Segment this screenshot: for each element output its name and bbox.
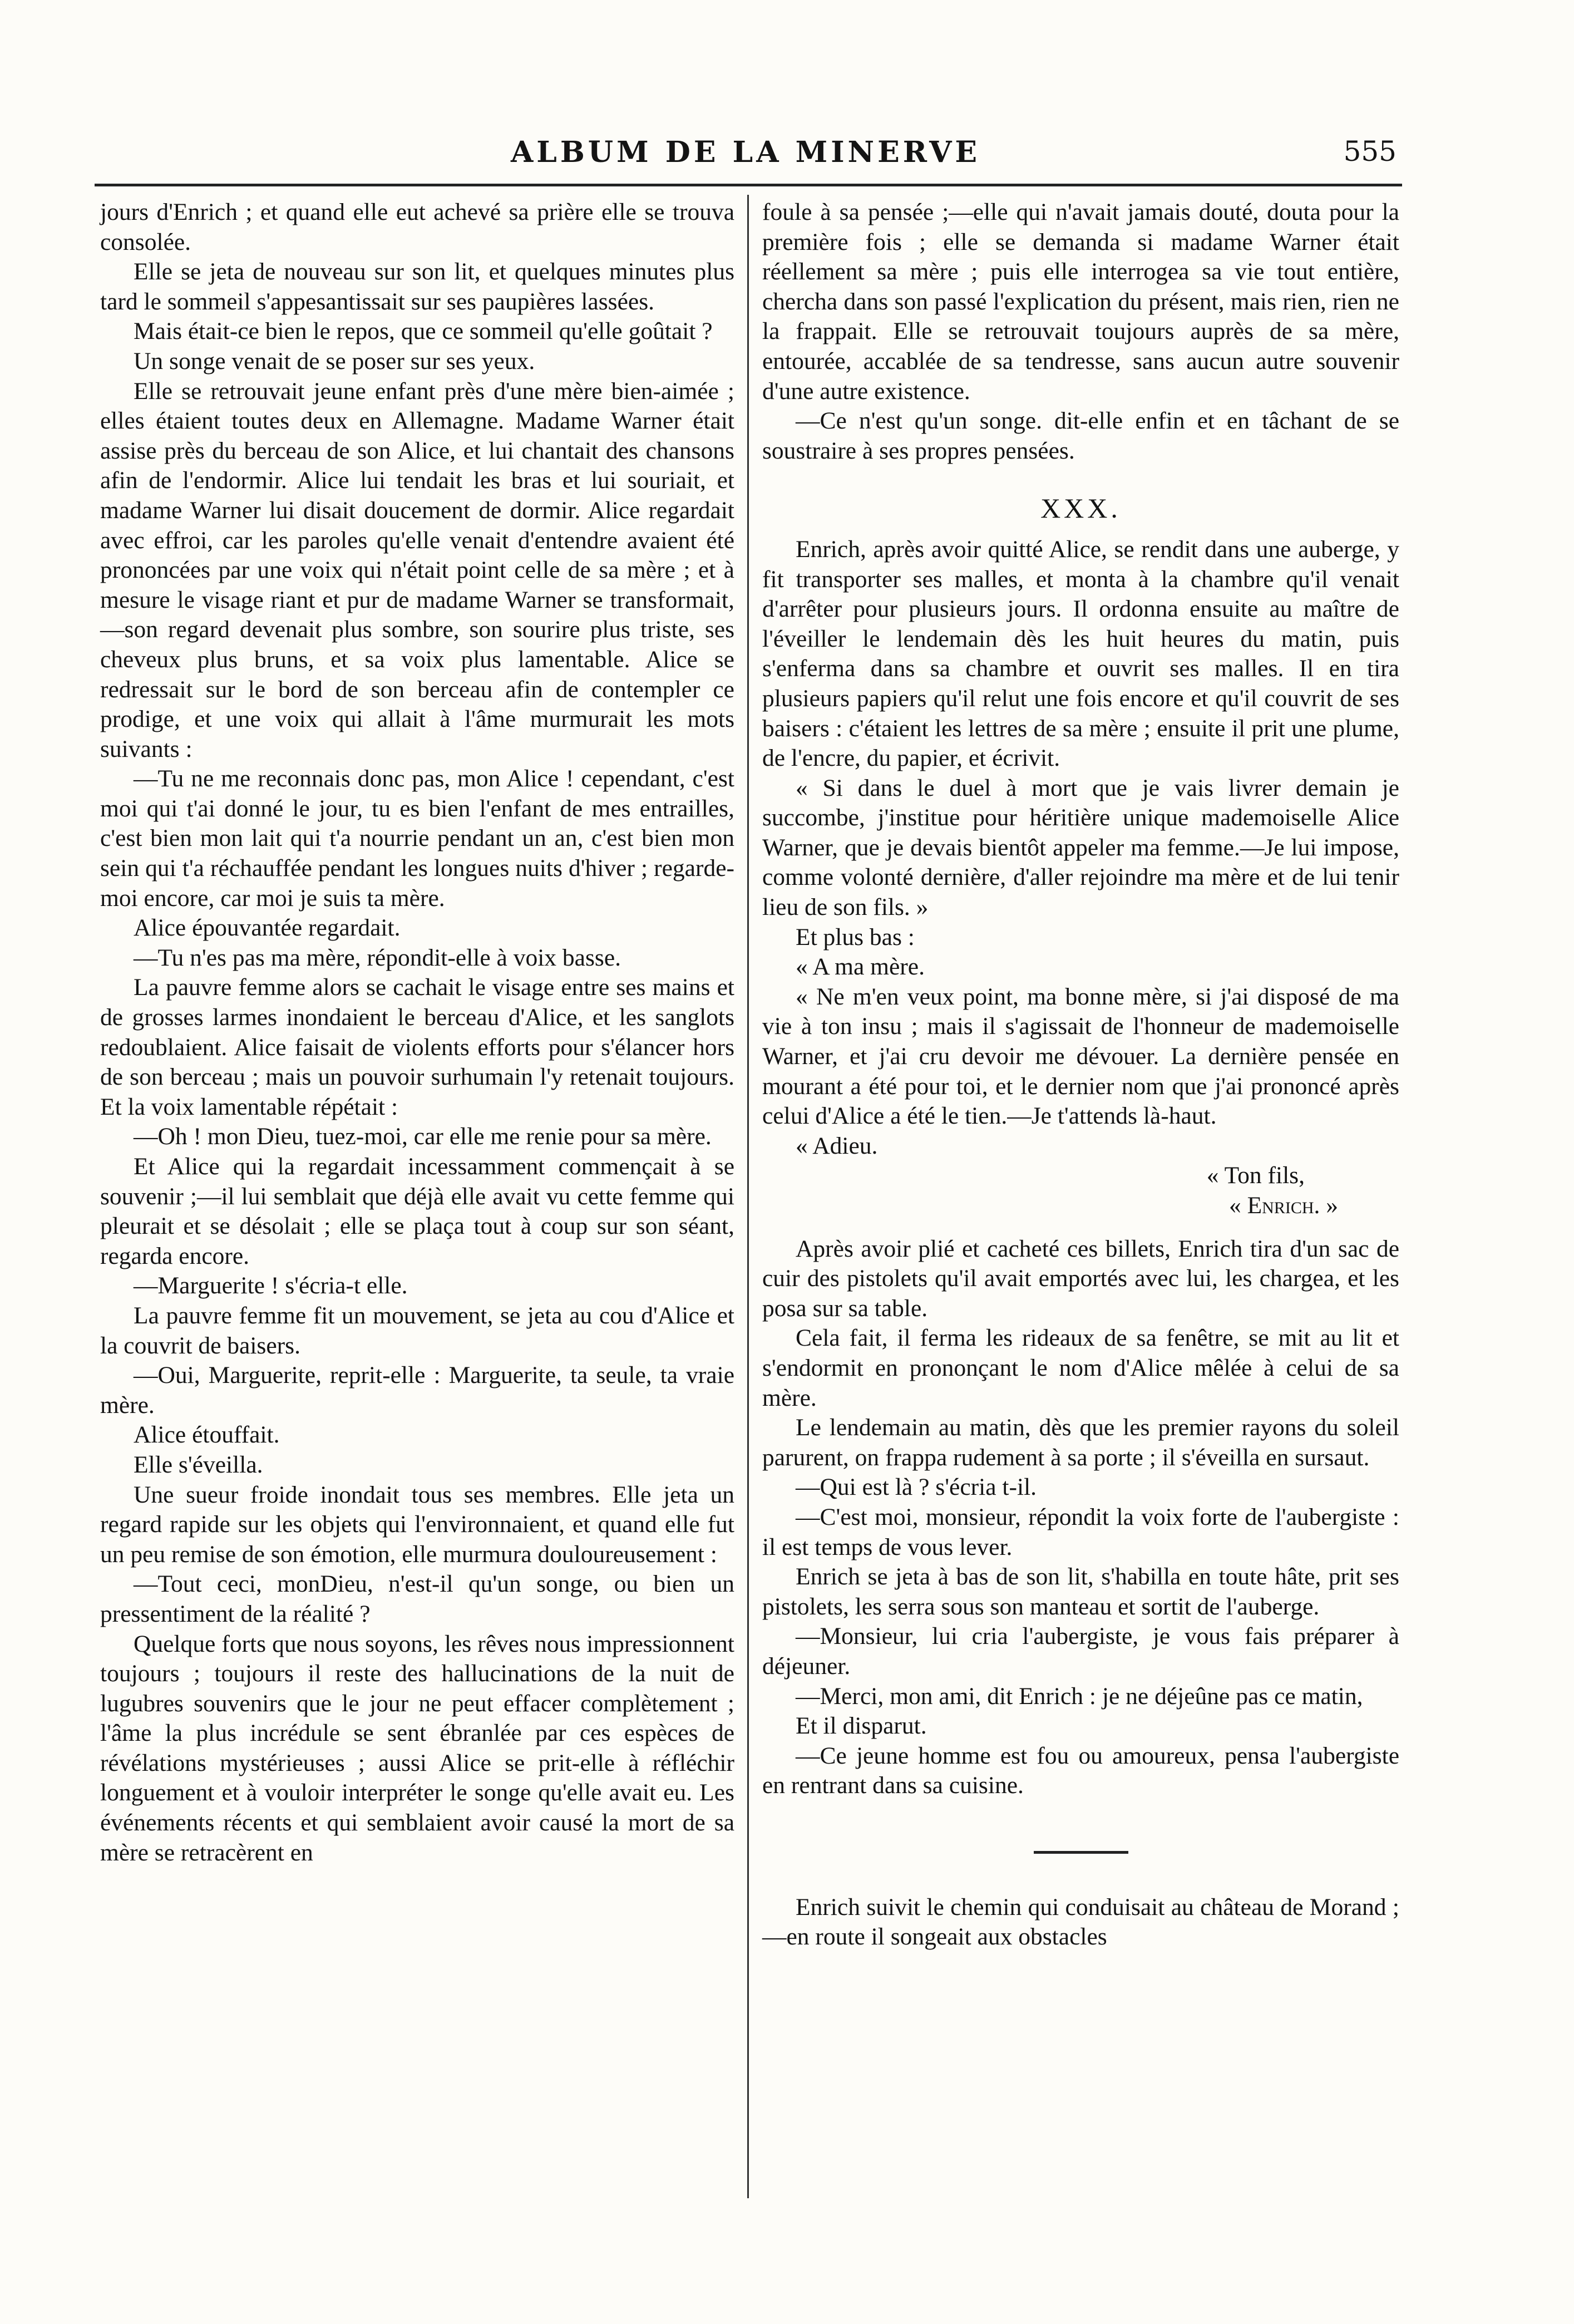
signature-name-line (762, 1191, 1399, 1221)
running-title: ALBUM DE LA MINERVE (510, 135, 981, 169)
section-separator (1034, 1851, 1128, 1854)
paragraph: —Tout ceci, monDieu, n'est-il qu'un songe, ou bien un pressentiment de la réalité ? (100, 1570, 734, 1627)
paragraph: —Oui, Marguerite, reprit-elle : Marguerite, ta seule, ta vraie mère. (100, 1362, 734, 1419)
paragraph: —Tu ne me reconnais donc pas, mon Alice ! cependant, c'est moi qui t'ai donné le jour, tu es bien l'enfant de mes entrailles, c'est bien mon lait qui t'a nourrie pendant un an, c'est bien mon sein qui t'a réchauffée pendant les longues nuits d'hiver ; regarde-moi encore, car moi je suis ta mère. (100, 765, 734, 912)
paragraph: foule à sa pensée ;—elle qui n'avait jamais douté, douta pour la première fois ; elle se demanda si madame Warner était réellement sa mère ; puis elle interrogea sa vie tout entière, chercha dans son passé l'explication du présent, mais rien, rien ne la frappait. Elle se retrouvait toujours auprès de sa mère, entourée, accablée de sa tendresse, sans aucun autre souvenir d'une autre existence. (762, 199, 1399, 405)
paragraph: Le lendemain au matin, dès que les premier rayons du soleil parurent, on frappa rudement à sa porte ; il s'éveilla en sursaut. (762, 1414, 1399, 1471)
paragraph: Un songe venait de se poser sur ses yeux. (134, 347, 535, 375)
paragraph: —Oh ! mon Dieu, tuez-moi, car elle me renie pour sa mère. (134, 1123, 712, 1150)
paragraph: « Si dans le duel à mort que je vais livrer demain je succombe, j'institue pour héritière unique mademoiselle Alice Warner, que je devais bientôt appeler ma femme.—Je lui impose, comme volonté dernière, d'aller rejoindre ma mère et de lui tenir lieu de son fils. » (762, 774, 1399, 921)
spacer (762, 1221, 1399, 1234)
paragraph: —Ce jeune homme est fou ou amoureux, pensa l'aubergiste en rentrant dans sa cuisine. (762, 1742, 1399, 1799)
paragraph: « A ma mère. (796, 953, 925, 981)
signature-name: Enrich. (1247, 1192, 1320, 1219)
paragraph: La pauvre femme fit un mouvement, se jeta au cou d'Alice et la couvrit de baisers. (100, 1302, 734, 1359)
paragraph: Et Alice qui la regardait incessamment commençait à se souvenir ;—il lui semblait que déjà elle avait vu cette femme qui pleurait et se désolait ; elle se plaça tout à coup sur son séant, regarda encore. (100, 1153, 734, 1269)
paragraph: Mais était-ce bien le repos, que ce sommeil qu'elle goûtait ? (134, 318, 713, 345)
paragraph: Elle se retrouvait jeune enfant près d'une mère bien-aimée ; elles étaient toutes deux en Allemagne. Madame Warner était assise près du berceau de son Alice, et lui chantait des chansons afin de l'endormir. Alice lui tendait les bras et lui souriait, et madame Warner lui disait doucement de dormir. Alice regardait avec effroi, car les paroles qu'elle venait d'entendre avaient été prononcées par une voix qui n'était point celle de sa mère ; et à mesure le visage riant et pur de madame Warner se transformait,—son regard devenait plus sombre, son sourire plus triste, ses cheveux plus bruns, et sa voix plus lamentable. Alice se redressait sur le bord de son berceau afin de contempler ce prodige, et une voix qui allait à l'âme murmurait les mots suivants : (100, 377, 734, 762)
signature-open-quote: « (1228, 1192, 1247, 1219)
paragraph: Elle se jeta de nouveau sur son lit, et quelques minutes plus tard le sommeil s'appesantissait sur ses paupières lassées. (100, 258, 734, 315)
paragraph: Et plus bas : (796, 923, 915, 951)
paragraph: Cela fait, il ferma les rideaux de sa fenêtre, se mit au lit et s'endormit en prononçant le nom d'Alice mêlée à celui de sa mère. (762, 1325, 1399, 1411)
paragraph: —Monsieur, lui cria l'aubergiste, je vous fais préparer à déjeuner. (762, 1623, 1399, 1680)
paragraph: Enrich se jeta à bas de son lit, s'habilla en toute hâte, prit ses pistolets, les serra sous son manteau et sortit de l'auberge. (762, 1563, 1399, 1620)
column-divider (747, 195, 749, 2198)
paragraph: Et il disparut. (796, 1712, 927, 1740)
paragraph: —Merci, mon ami, dit Enrich : je ne déjeûne pas ce matin, (796, 1682, 1363, 1710)
paragraph: jours d'Enrich ; et quand elle eut achevé sa prière elle se trouva consolée. (100, 199, 734, 255)
paragraph: « Adieu. (796, 1132, 878, 1159)
page-number: 555 (1343, 135, 1397, 168)
right-column (762, 198, 1399, 1952)
paragraph: Après avoir plié et cacheté ces billets, Enrich tira d'un sac de cuir des pistolets qu'il avait emportés avec lui, les chargea, et les posa sur sa table. (762, 1235, 1399, 1322)
paragraph: —C'est moi, monsieur, répondit la voix forte de l'aubergiste : il est temps de vous lever. (762, 1503, 1399, 1560)
paragraph: « Ne m'en veux point, ma bonne mère, si j'ai disposé de ma vie à ton insu ; mais il s'agissait de l'honneur de mademoiselle Warner, et j'ai cru devoir me dévouer. La dernière pensée en mourant a été pour toi, et le dernier nom que j'ai prononcé après celui d'Alice a été le tien.—Je t'attends là-haut. (762, 983, 1399, 1130)
signature-close-quote: » (1320, 1192, 1338, 1219)
paragraph: —Tu n'es pas ma mère, répondit-elle à voix basse. (134, 944, 621, 971)
paragraph: Quelque forts que nous soyons, les rêves nous impressionnent toujours ; toujours il reste des hallucinations de la nuit de lugubres souvenirs que le jour ne peut effacer complètement ; l'âme la plus incrédule se sent ébranlée par ces espèces de révélations mystérieuses ; aussi Alice se prit-elle à réfléchir longuement et à vouloir interpréter le songe qu'elle avait eu. Les événements récents et qui semblaient avoir causé la mort de sa mère se retracèrent en (100, 1630, 734, 1866)
paragraph: Alice étouffait. (134, 1421, 280, 1449)
paragraph: Une sueur froide inondait tous ses membres. Elle jeta un regard rapide sur les objets qui l'environnaient, et quand elle fut un peu remise de son émotion, elle murmura douloureusement : (100, 1481, 734, 1568)
header-rule (95, 184, 1402, 186)
paragraph: —Ce n'est qu'un songe. dit-elle enfin et en tâchant de se soustraire à ses propres pensées. (762, 407, 1399, 464)
paragraph: Elle s'éveilla. (134, 1451, 263, 1478)
signature-line: « Ton fils, (1206, 1162, 1305, 1189)
left-column (100, 198, 734, 1868)
paragraph: —Qui est là ? s'écria t-il. (796, 1474, 1037, 1501)
paragraph: Enrich suivit le chemin qui conduisait au château de Morand ;—en route il songeait aux obstacles (762, 1893, 1399, 1951)
paragraph: Alice épouvantée regardait. (134, 914, 401, 942)
paragraph: Enrich, après avoir quitté Alice, se rendit dans une auberge, y fit transporter ses malles, et monta à la chambre qu'il venait d'arrêter pour plusieurs jours. Il ordonna ensuite au maître de l'éveiller le lendemain dès les huit heures du matin, puis s'enferma dans sa chambre et ouvrit ses malles. Il en tira plusieurs papiers qu'il relut une fois encore et qu'il couvrit de ses baisers : c'étaient les lettres de sa mère ; ensuite il prit une plume, de l'encre, du papier, et écrivit. (762, 535, 1399, 772)
section-title: XXX. (1040, 493, 1121, 524)
paragraph: —Marguerite ! s'écria-t elle. (134, 1272, 408, 1299)
paragraph: La pauvre femme alors se cachait le visage entre ses mains et de grosses larmes inondaient le berceau d'Alice, et les sanglots redoublaient. Alice faisait de violents efforts pour s'élancer hors de son berceau ; mais un pouvoir surhumain l'y retenait toujours. Et la voix lamentable répétait : (100, 974, 734, 1120)
page-header (78, 125, 1413, 175)
